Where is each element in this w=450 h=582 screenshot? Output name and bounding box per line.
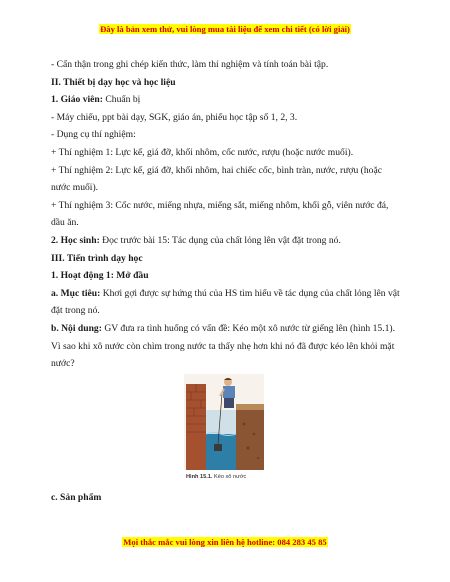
section-heading: c. Sản phẩm [51,492,102,503]
footer-banner [0,537,450,547]
text: Chuẩn bị [102,94,141,106]
paragraph: - Dụng cụ thí nghiệm: [51,129,136,141]
activity-label: 1. Hoạt động 1 [51,270,111,282]
well-illustration [184,374,264,470]
paragraph: + Thí nghiệm 3: Cốc nước, miếng nhựa, miếng sắt, miếng nhôm, khối gỗ, viên nước đá, dầu ăn. [51,199,389,229]
figure-caption [186,474,276,480]
well-image [184,374,264,470]
paragraph [51,285,401,320]
paragraph [51,91,401,109]
paragraph: + Thí nghiệm 1: Lực kế, giá đỡ, khối nhôm, cốc nước, rượu (hoặc nước muối). [51,146,354,158]
paragraph: - Máy chiếu, ppt bài dạy, SGK, giáo án, phiếu học tập số 1, 2, 3. [51,111,298,123]
activity-title: : Mở đầu [110,270,149,282]
header-banner-text: Đây là bản xem thử, vui lòng mua tài liệu để xem chi tiết (có lời giải) [100,24,350,34]
footer-banner-text: Mọi thắc mắc vui lòng xin liên hệ hotline: 084 283 45 85 [123,537,327,547]
text: Khơi gợi được sự hứng thú của HS tìm hiểu về tác dụng của chất lỏng lên vật đặt trong nó. [51,287,400,317]
label: b. Nội dung: [51,322,102,334]
text: Đọc trước bài 15: Tác dụng của chất lỏng lên vật đặt trong nó. [99,234,341,246]
document-body [51,56,401,373]
paragraph [51,232,401,250]
subsection-heading [51,267,401,285]
text: GV đưa ra tình huống có vấn đề: Kéo một xô nước từ giếng lên (hình 15.1). Vì sao khi xô nước còn chìm trong nước ta thấy nhẹ hơn khi nó đã được kéo lên khỏi mặt nước? [51,322,395,370]
paragraph: + Thí nghiệm 2: Lực kế, giá đỡ, khối nhôm, hai chiếc cốc, bình tràn, nước, rượu (hoặc nước muối). [51,164,382,194]
header-banner [0,24,450,34]
label: 2. Học sinh: [51,234,100,246]
label: 1. Giáo viên: [51,94,103,106]
paragraph: - Cẩn thận trong ghi chép kiến thức, làm thí nghiệm và tính toán bài tập. [51,59,329,70]
caption-number: Hình 15.1. [186,474,213,480]
section-heading: III. Tiến trình dạy học [51,252,143,264]
label: a. Mục tiêu: [51,287,101,299]
section-heading: II. Thiết bị dạy học và học liệu [51,76,176,88]
paragraph [51,320,401,373]
caption-text: Kéo xô nước [212,474,247,480]
